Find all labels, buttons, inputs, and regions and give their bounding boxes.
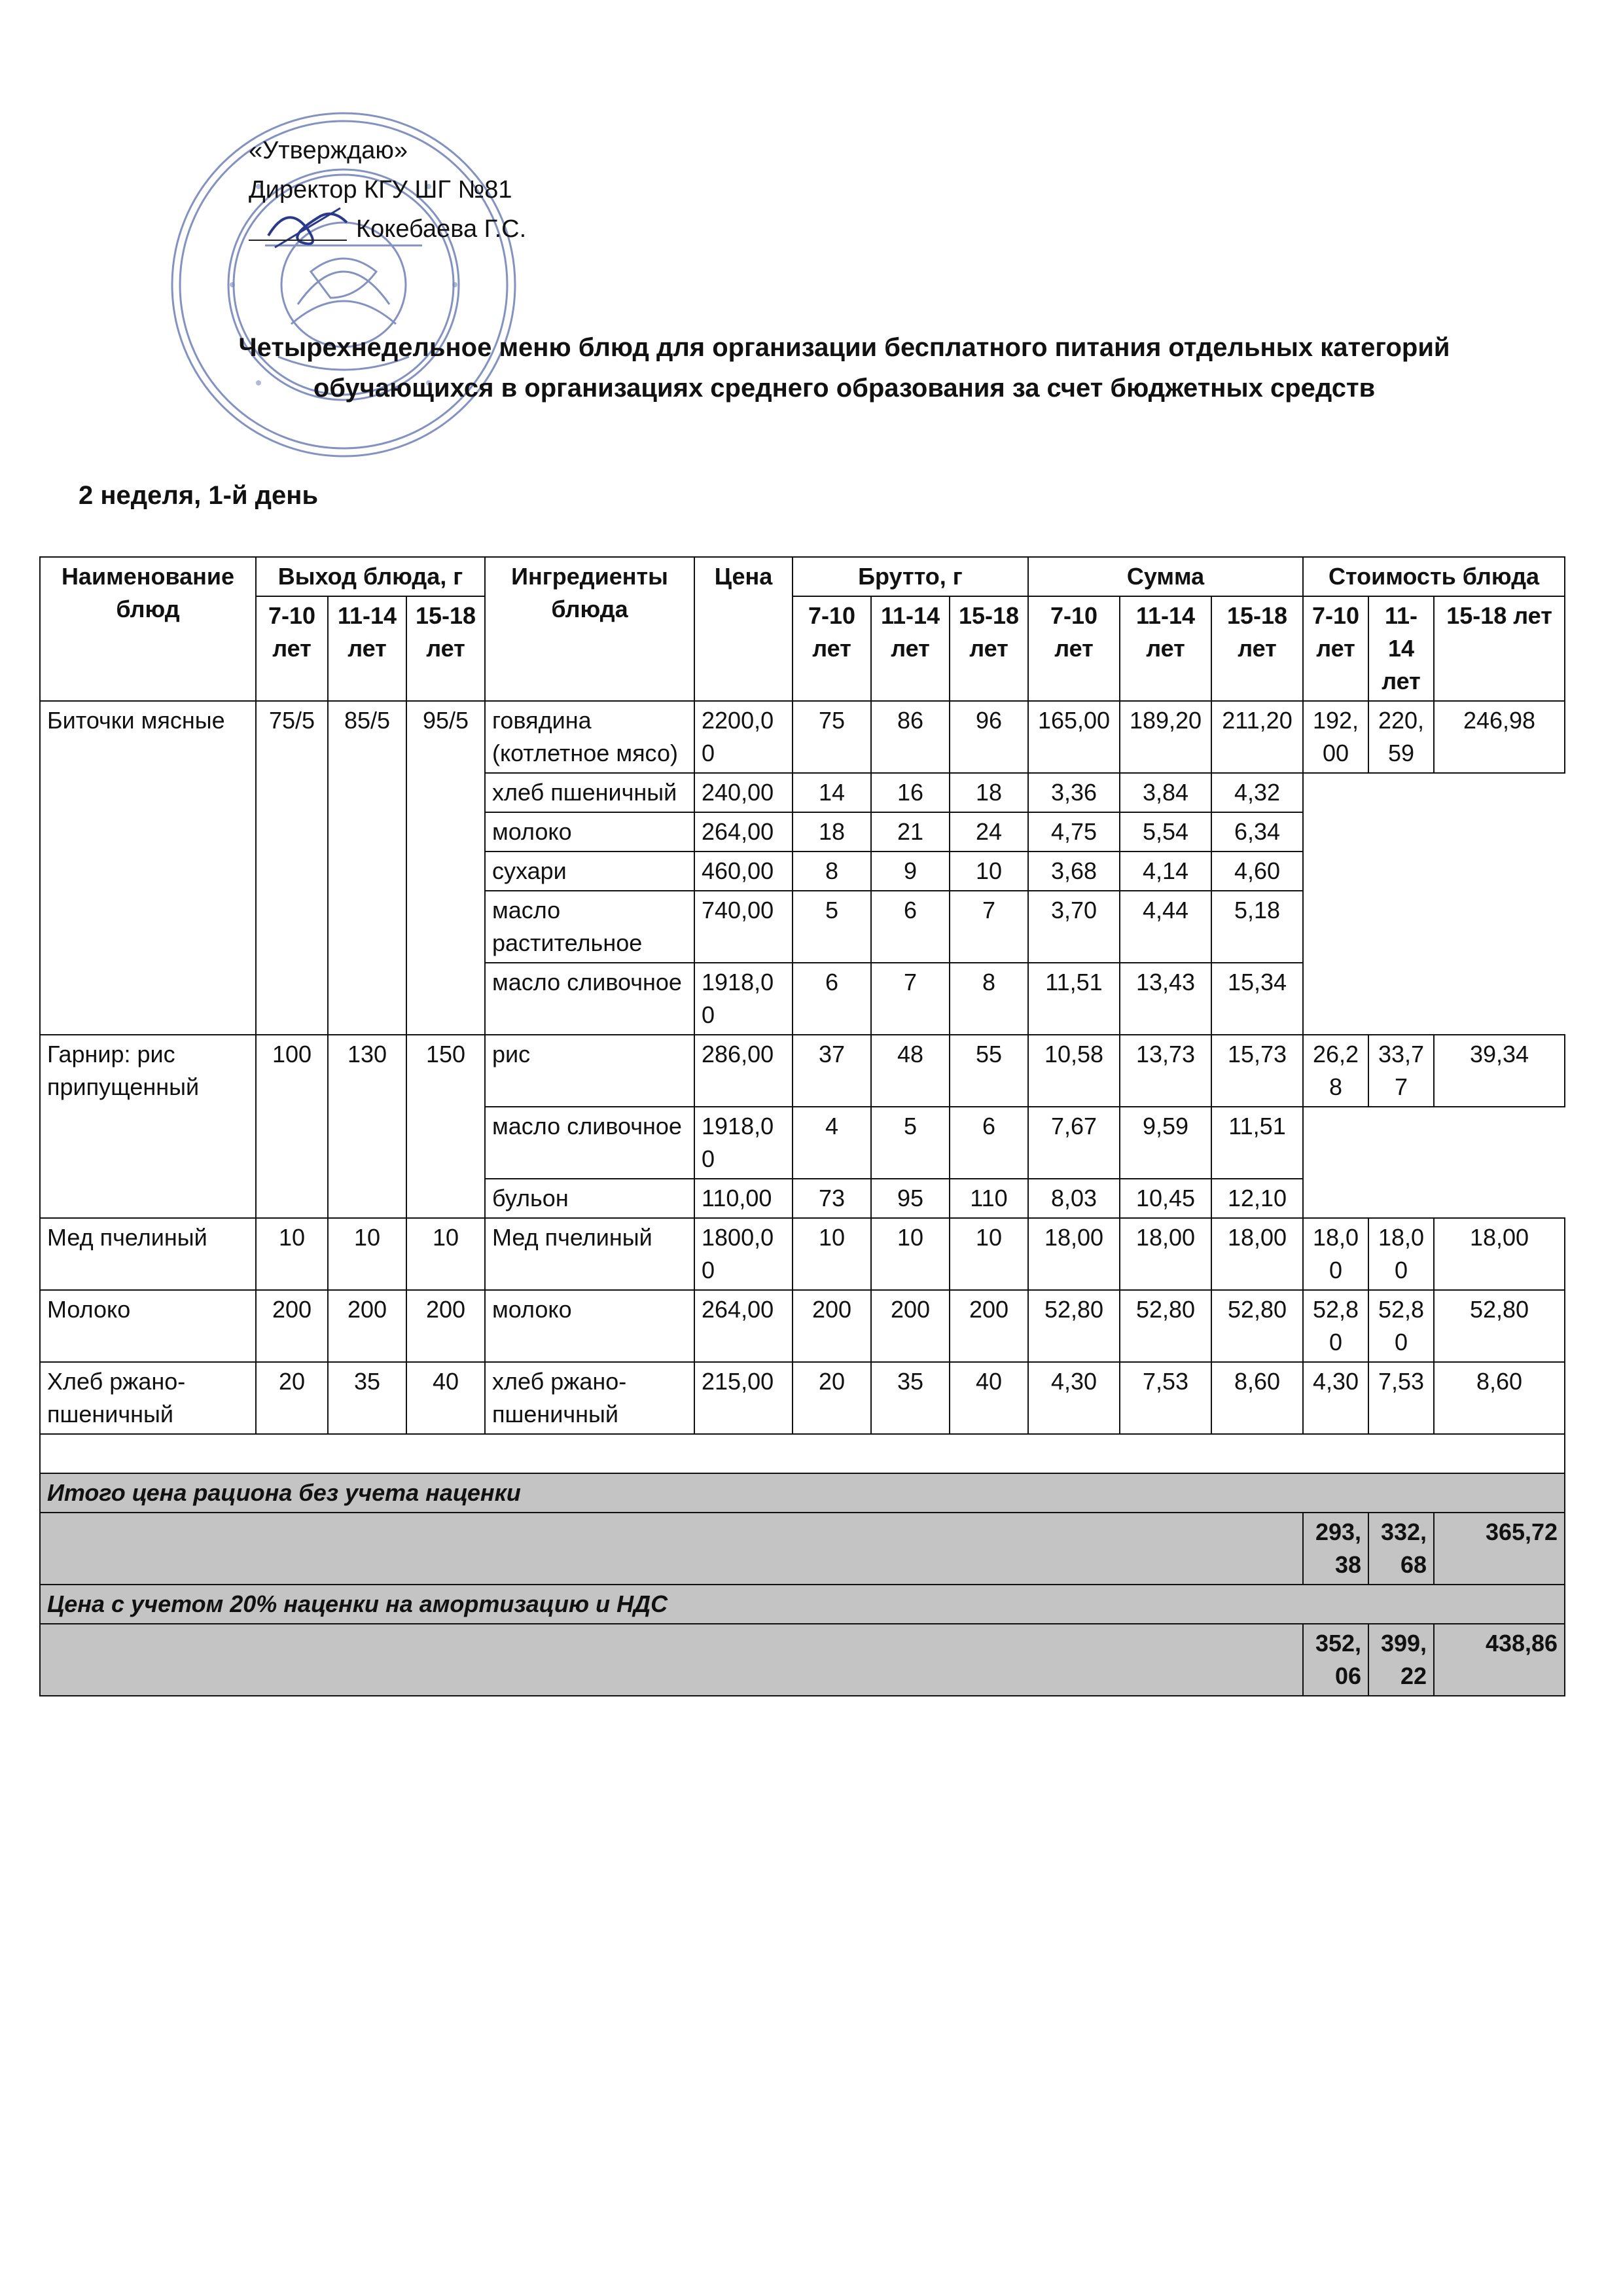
ingredient-price: 460,00 bbox=[694, 852, 793, 891]
header-dish: Наименование блюд bbox=[40, 557, 256, 701]
ingredient-sum: 4,60 bbox=[1211, 852, 1303, 891]
approval-heading: «Утверждаю» bbox=[249, 137, 408, 164]
header-sum-age: 11-14 лет bbox=[1120, 596, 1211, 701]
dish-cost-empty bbox=[1368, 1107, 1434, 1179]
dish-cost-empty bbox=[1368, 891, 1434, 963]
page-title: Четырехнедельное меню блюд для организации бесплатного питания отдельных категорий обучающихся в организациях среднего образования за счет бюджетных средств bbox=[238, 333, 1450, 403]
ingredient-sum: 6,34 bbox=[1211, 812, 1303, 852]
ingredient-brutto: 86 bbox=[871, 701, 950, 773]
ingredient-sum: 52,80 bbox=[1211, 1290, 1303, 1362]
ingredient-price: 2200,00 bbox=[694, 701, 793, 773]
header-brutto-age: 7-10 лет bbox=[793, 596, 871, 701]
dish-yield: 200 bbox=[328, 1290, 406, 1362]
ingredient-brutto: 8 bbox=[793, 852, 871, 891]
dish-cost: 26,28 bbox=[1303, 1035, 1368, 1107]
dish-cost: 220,59 bbox=[1368, 701, 1434, 773]
dish-cost: 8,60 bbox=[1434, 1362, 1565, 1434]
dish-yield: 85/5 bbox=[328, 701, 406, 1035]
menu-table bbox=[39, 556, 1565, 1696]
ingredient-brutto: 10 bbox=[793, 1218, 871, 1290]
ingredient-sum: 13,73 bbox=[1120, 1035, 1211, 1107]
total-spacer bbox=[40, 1513, 1303, 1585]
ingredient-name: масло растительное bbox=[485, 891, 694, 963]
dish-yield: 130 bbox=[328, 1035, 406, 1218]
ingredient-name: рис bbox=[485, 1035, 694, 1107]
ingredient-price: 264,00 bbox=[694, 812, 793, 852]
ingredient-price: 286,00 bbox=[694, 1035, 793, 1107]
ingredient-brutto: 10 bbox=[950, 1218, 1028, 1290]
dish-yield: 40 bbox=[406, 1362, 485, 1434]
total-value: 365,72 bbox=[1434, 1513, 1565, 1585]
director-name-line bbox=[249, 209, 526, 249]
total-value: 332,68 bbox=[1368, 1513, 1434, 1585]
dish-cost: 39,34 bbox=[1434, 1035, 1565, 1107]
dish-cost: 18,00 bbox=[1303, 1218, 1368, 1290]
ingredient-price: 110,00 bbox=[694, 1179, 793, 1218]
dish-yield: 10 bbox=[328, 1218, 406, 1290]
ingredient-sum: 18,00 bbox=[1028, 1218, 1120, 1290]
dish-cost: 33,77 bbox=[1368, 1035, 1434, 1107]
dish-cost-empty bbox=[1368, 1179, 1434, 1218]
menu-day-label: 2 неделя, 1-й день bbox=[79, 481, 319, 510]
ingredient-name: бульон bbox=[485, 1179, 694, 1218]
header-sum-age: 7-10 лет bbox=[1028, 596, 1120, 701]
ingredient-sum: 4,30 bbox=[1028, 1362, 1120, 1434]
table-row bbox=[40, 1218, 1565, 1290]
dish-cost-empty bbox=[1303, 1179, 1368, 1218]
ingredient-brutto: 9 bbox=[871, 852, 950, 891]
ingredient-sum: 5,54 bbox=[1120, 812, 1211, 852]
ingredient-brutto: 5 bbox=[871, 1107, 950, 1179]
dish-yield: 75/5 bbox=[256, 701, 328, 1035]
ingredient-brutto: 35 bbox=[871, 1362, 950, 1434]
dish-cost: 52,80 bbox=[1303, 1290, 1368, 1362]
spacer-cell bbox=[40, 1434, 1565, 1473]
ingredient-brutto: 18 bbox=[793, 812, 871, 852]
ingredient-brutto: 40 bbox=[950, 1362, 1028, 1434]
ingredient-brutto: 10 bbox=[950, 852, 1028, 891]
dish-cost-empty bbox=[1434, 1179, 1565, 1218]
total-label: Цена с учетом 20% наценки на амортизацию и НДС bbox=[40, 1585, 1565, 1624]
ingredient-sum: 4,32 bbox=[1211, 773, 1303, 812]
ingredient-brutto: 6 bbox=[793, 963, 871, 1035]
ingredient-sum: 3,68 bbox=[1028, 852, 1120, 891]
ingredient-sum: 52,80 bbox=[1120, 1290, 1211, 1362]
header-yield: Выход блюда, г bbox=[256, 557, 485, 596]
ingredient-sum: 4,44 bbox=[1120, 891, 1211, 963]
dish-yield: 200 bbox=[406, 1290, 485, 1362]
dish-name: Биточки мясные bbox=[40, 701, 256, 1035]
ingredient-name: масло сливочное bbox=[485, 963, 694, 1035]
header-yield-age: 7-10 лет bbox=[256, 596, 328, 701]
dish-cost-empty bbox=[1368, 773, 1434, 812]
header-brutto: Брутто, г bbox=[793, 557, 1028, 596]
dish-yield: 100 bbox=[256, 1035, 328, 1218]
header-cost-age: 15-18 лет bbox=[1434, 596, 1565, 701]
ingredient-brutto: 75 bbox=[793, 701, 871, 773]
dish-yield: 35 bbox=[328, 1362, 406, 1434]
header-yield-age: 15-18 лет bbox=[406, 596, 485, 701]
ingredient-sum: 7,53 bbox=[1120, 1362, 1211, 1434]
dish-cost: 192,00 bbox=[1303, 701, 1368, 773]
ingredient-name: хлеб пшеничный bbox=[485, 773, 694, 812]
dish-cost-empty bbox=[1434, 963, 1565, 1035]
ingredient-sum: 211,20 bbox=[1211, 701, 1303, 773]
menu-table-body bbox=[40, 701, 1565, 1473]
ingredient-sum: 3,36 bbox=[1028, 773, 1120, 812]
ingredient-price: 240,00 bbox=[694, 773, 793, 812]
ingredient-brutto: 10 bbox=[871, 1218, 950, 1290]
ingredient-sum: 8,60 bbox=[1211, 1362, 1303, 1434]
dish-yield: 150 bbox=[406, 1035, 485, 1218]
ingredient-brutto: 73 bbox=[793, 1179, 871, 1218]
ingredient-sum: 15,34 bbox=[1211, 963, 1303, 1035]
ingredient-brutto: 7 bbox=[950, 891, 1028, 963]
dish-name: Молоко bbox=[40, 1290, 256, 1362]
dish-cost-empty bbox=[1303, 1107, 1368, 1179]
dish-cost-empty bbox=[1368, 852, 1434, 891]
ingredient-name: масло сливочное bbox=[485, 1107, 694, 1179]
dish-cost: 246,98 bbox=[1434, 701, 1565, 773]
header-brutto-age: 11-14 лет bbox=[871, 596, 950, 701]
ingredient-price: 215,00 bbox=[694, 1362, 793, 1434]
ingredient-sum: 3,84 bbox=[1120, 773, 1211, 812]
ingredient-brutto: 14 bbox=[793, 773, 871, 812]
ingredient-name: сухари bbox=[485, 852, 694, 891]
ingredient-sum: 52,80 bbox=[1028, 1290, 1120, 1362]
ingredient-name: говядина (котлетное мясо) bbox=[485, 701, 694, 773]
dish-cost: 18,00 bbox=[1368, 1218, 1434, 1290]
ingredient-brutto: 55 bbox=[950, 1035, 1028, 1107]
ingredient-brutto: 8 bbox=[950, 963, 1028, 1035]
ingredient-brutto: 20 bbox=[793, 1362, 871, 1434]
dish-name: Мед пчелиный bbox=[40, 1218, 256, 1290]
header-ingredients: Ингредиенты блюда bbox=[485, 557, 694, 701]
ingredient-price: 1918,00 bbox=[694, 963, 793, 1035]
ingredient-sum: 13,43 bbox=[1120, 963, 1211, 1035]
table-row bbox=[40, 701, 1565, 773]
ingredient-brutto: 18 bbox=[950, 773, 1028, 812]
ingredient-brutto: 24 bbox=[950, 812, 1028, 852]
ingredient-brutto: 6 bbox=[871, 891, 950, 963]
dish-cost-empty bbox=[1434, 1107, 1565, 1179]
dish-cost-empty bbox=[1434, 773, 1565, 812]
ingredient-sum: 10,58 bbox=[1028, 1035, 1120, 1107]
ingredient-brutto: 7 bbox=[871, 963, 950, 1035]
ingredient-sum: 8,03 bbox=[1028, 1179, 1120, 1218]
ingredient-brutto: 95 bbox=[871, 1179, 950, 1218]
signature-line bbox=[249, 240, 347, 241]
ingredient-sum: 11,51 bbox=[1028, 963, 1120, 1035]
ingredient-brutto: 37 bbox=[793, 1035, 871, 1107]
totals bbox=[40, 1473, 1565, 1696]
table-row bbox=[40, 1434, 1565, 1473]
ingredient-name: хлеб ржано-пшеничный bbox=[485, 1362, 694, 1434]
dish-cost-empty bbox=[1368, 963, 1434, 1035]
ingredient-price: 740,00 bbox=[694, 891, 793, 963]
header-cost: Стоимость блюда bbox=[1303, 557, 1565, 596]
ingredient-name: Мед пчелиный bbox=[485, 1218, 694, 1290]
dish-cost-empty bbox=[1303, 963, 1368, 1035]
ingredient-sum: 4,75 bbox=[1028, 812, 1120, 852]
header-brutto-age: 15-18 лет bbox=[950, 596, 1028, 701]
dish-yield: 95/5 bbox=[406, 701, 485, 1035]
dish-cost: 4,30 bbox=[1303, 1362, 1368, 1434]
approval-block bbox=[249, 131, 526, 249]
director-title: Директор КГУ ШГ №81 bbox=[249, 176, 512, 204]
dish-cost: 52,80 bbox=[1434, 1290, 1565, 1362]
total-values-row bbox=[40, 1624, 1565, 1696]
table-row bbox=[40, 1290, 1565, 1362]
director-name: Кокебаева Г.С. bbox=[356, 215, 527, 243]
ingredient-brutto: 5 bbox=[793, 891, 871, 963]
ingredient-brutto: 200 bbox=[793, 1290, 871, 1362]
table-row bbox=[40, 1035, 1565, 1107]
dish-name: Гарнир: рис припущенный bbox=[40, 1035, 256, 1218]
total-value: 352,06 bbox=[1303, 1624, 1368, 1696]
ingredient-name: молоко bbox=[485, 812, 694, 852]
dish-yield: 200 bbox=[256, 1290, 328, 1362]
ingredient-sum: 18,00 bbox=[1211, 1218, 1303, 1290]
ingredient-brutto: 4 bbox=[793, 1107, 871, 1179]
ingredient-sum: 4,14 bbox=[1120, 852, 1211, 891]
dish-cost-empty bbox=[1303, 891, 1368, 963]
ingredient-sum: 9,59 bbox=[1120, 1107, 1211, 1179]
ingredient-price: 264,00 bbox=[694, 1290, 793, 1362]
dish-cost-empty bbox=[1368, 812, 1434, 852]
dish-cost: 18,00 bbox=[1434, 1218, 1565, 1290]
total-value: 399,22 bbox=[1368, 1624, 1434, 1696]
header-sum-age: 15-18 лет bbox=[1211, 596, 1303, 701]
dish-cost: 7,53 bbox=[1368, 1362, 1434, 1434]
ingredient-brutto: 16 bbox=[871, 773, 950, 812]
total-label: Итого цена рациона без учета наценки bbox=[40, 1473, 1565, 1513]
ingredient-sum: 3,70 bbox=[1028, 891, 1120, 963]
ingredient-sum: 189,20 bbox=[1120, 701, 1211, 773]
header-price: Цена bbox=[694, 557, 793, 701]
ingredient-sum: 15,73 bbox=[1211, 1035, 1303, 1107]
ingredient-sum: 5,18 bbox=[1211, 891, 1303, 963]
header-cost-age: 7-10 лет bbox=[1303, 596, 1368, 701]
dish-name: Хлеб ржано-пшеничный bbox=[40, 1362, 256, 1434]
dish-cost-empty bbox=[1434, 891, 1565, 963]
ingredient-name: молоко bbox=[485, 1290, 694, 1362]
table-row bbox=[40, 1362, 1565, 1434]
header-yield-age: 11-14 лет bbox=[328, 596, 406, 701]
ingredient-brutto: 6 bbox=[950, 1107, 1028, 1179]
dish-yield: 20 bbox=[256, 1362, 328, 1434]
total-spacer bbox=[40, 1624, 1303, 1696]
ingredient-sum: 7,67 bbox=[1028, 1107, 1120, 1179]
total-values-row bbox=[40, 1513, 1565, 1585]
total-label-row bbox=[40, 1473, 1565, 1513]
ingredient-sum: 165,00 bbox=[1028, 701, 1120, 773]
ingredient-sum: 12,10 bbox=[1211, 1179, 1303, 1218]
dish-yield: 10 bbox=[256, 1218, 328, 1290]
ingredient-price: 1918,00 bbox=[694, 1107, 793, 1179]
dish-cost-empty bbox=[1303, 773, 1368, 812]
header-sum: Сумма bbox=[1028, 557, 1303, 596]
ingredient-brutto: 200 bbox=[871, 1290, 950, 1362]
header-cost-age: 11-14 лет bbox=[1368, 596, 1434, 701]
ingredient-brutto: 96 bbox=[950, 701, 1028, 773]
ingredient-sum: 11,51 bbox=[1211, 1107, 1303, 1179]
ingredient-brutto: 110 bbox=[950, 1179, 1028, 1218]
total-value: 438,86 bbox=[1434, 1624, 1565, 1696]
ingredient-brutto: 200 bbox=[950, 1290, 1028, 1362]
dish-yield: 10 bbox=[406, 1218, 485, 1290]
ingredient-brutto: 21 bbox=[871, 812, 950, 852]
total-label-row bbox=[40, 1585, 1565, 1624]
ingredient-price: 1800,00 bbox=[694, 1218, 793, 1290]
ingredient-brutto: 48 bbox=[871, 1035, 950, 1107]
ingredient-sum: 18,00 bbox=[1120, 1218, 1211, 1290]
total-value: 293,38 bbox=[1303, 1513, 1368, 1585]
dish-cost: 52,80 bbox=[1368, 1290, 1434, 1362]
ingredient-sum: 10,45 bbox=[1120, 1179, 1211, 1218]
dish-cost-empty bbox=[1303, 812, 1368, 852]
dish-cost-empty bbox=[1434, 852, 1565, 891]
dish-cost-empty bbox=[1434, 812, 1565, 852]
dish-cost-empty bbox=[1303, 852, 1368, 891]
